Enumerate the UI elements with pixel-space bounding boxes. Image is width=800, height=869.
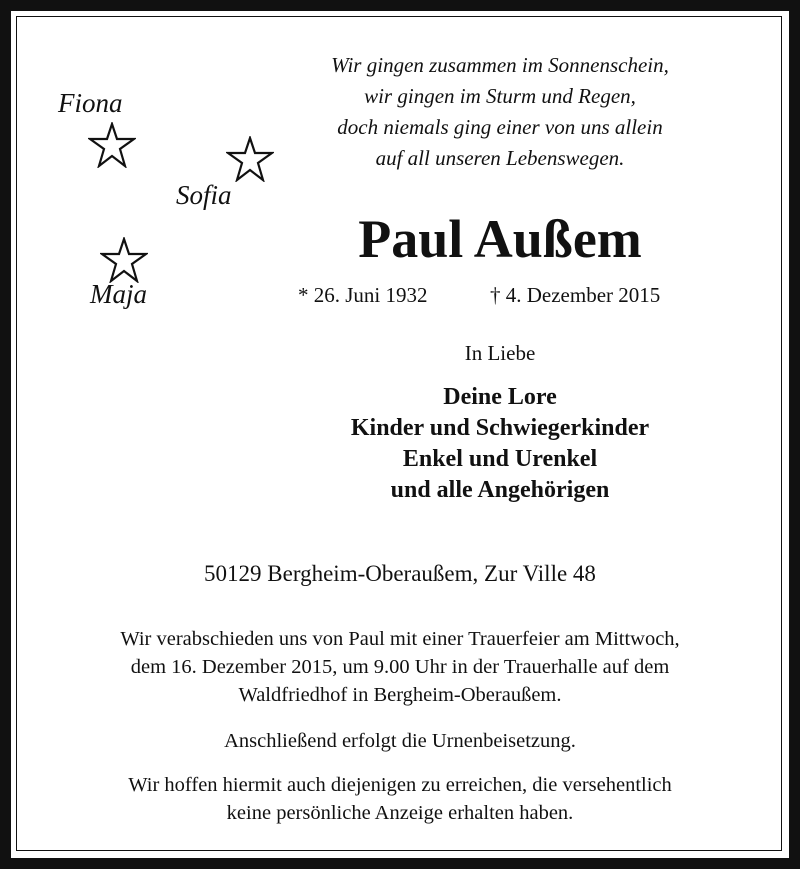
- grandchild-name-fiona: Fiona: [58, 88, 123, 118]
- notice-line: Waldfriedhof in Bergheim-Oberaußem.: [238, 684, 562, 706]
- funeral-notice: [0, 625, 800, 709]
- in-love-label: In Liebe: [464, 341, 536, 365]
- burial-notice: [0, 727, 800, 755]
- verse-line: wir gingen im Sturm und Regen,: [364, 84, 636, 108]
- grandchild-name-maja: Maja: [90, 279, 147, 309]
- verse-line: auf all unseren Lebenswegen.: [375, 146, 625, 170]
- mourner-line: Deine Lore: [443, 384, 557, 410]
- deceased-name: Paul Außem: [358, 209, 642, 269]
- mourner-line: und alle Angehörigen: [390, 477, 610, 503]
- notice-line: keine persönliche Anzeige erhalten haben.: [226, 802, 574, 824]
- memorial-verse: [240, 50, 760, 174]
- closing-notice: [0, 771, 800, 827]
- notice-line: Wir verabschieden uns von Paul mit einer Trauerfeier am Mittwoch,: [120, 628, 680, 650]
- mourners-list: [200, 382, 800, 506]
- verse-line: doch niemals ging einer von uns allein: [337, 115, 663, 139]
- verse-line: Wir gingen zusammen im Sonnenschein,: [331, 53, 669, 77]
- notice-line: Anschließend erfolgt die Urnenbeisetzung.: [224, 730, 576, 752]
- address: 50129 Bergheim-Oberaußem, Zur Ville 48: [204, 561, 596, 586]
- star-icon: [100, 237, 148, 283]
- notice-line: dem 16. Dezember 2015, um 9.00 Uhr in der Trauerhalle auf dem: [130, 656, 670, 678]
- star-icon: [88, 122, 136, 168]
- mourner-line: Kinder und Schwiegerkinder: [350, 415, 650, 441]
- notice-line: Wir hoffen hiermit auch diejenigen zu erreichen, die versehentlich: [128, 774, 672, 796]
- death-date: † 4. Dezember 2015: [490, 283, 661, 307]
- birth-date: * 26. Juni 1932: [298, 283, 428, 307]
- mourner-line: Enkel und Urenkel: [402, 446, 598, 472]
- grandchild-name-sofia: Sofia: [176, 180, 232, 210]
